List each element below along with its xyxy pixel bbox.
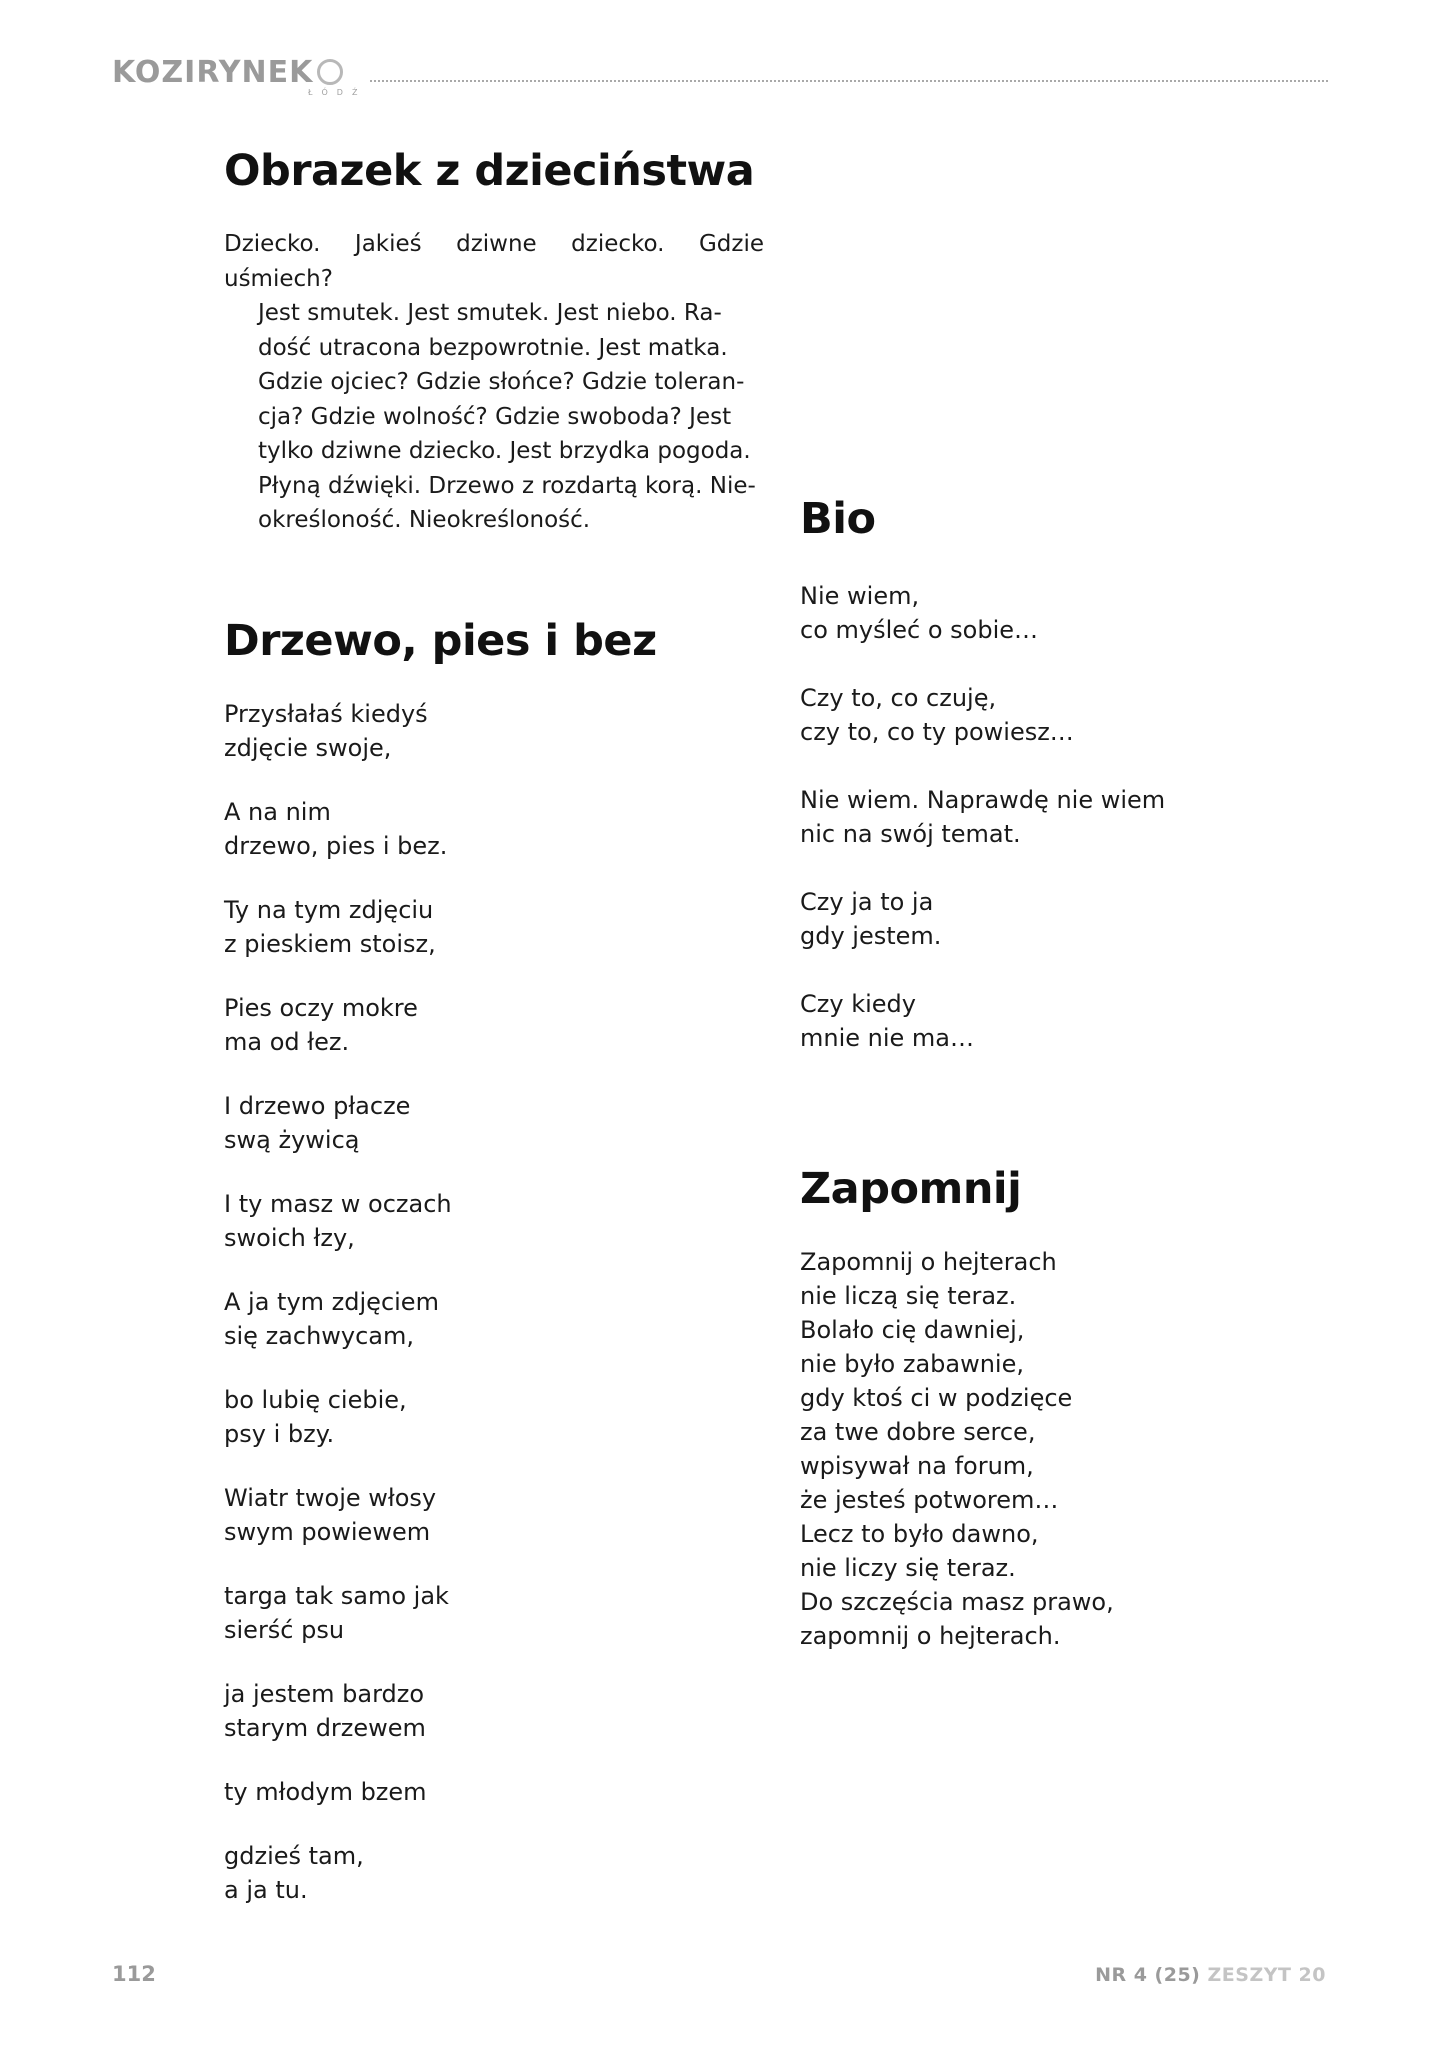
poem-line: za twe dobre serce, (800, 1418, 1036, 1446)
logo-text: KOZIRYNEK (112, 55, 314, 90)
poem-obrazek (224, 145, 764, 538)
poem-title: Zapomnij (800, 1164, 1022, 1214)
poem-line: Czy to, co czuję, (800, 684, 997, 712)
stanza (800, 885, 1280, 953)
poem-line: nie liczy się teraz. (800, 1554, 1016, 1582)
stanza (224, 1775, 764, 1809)
stanza (224, 1383, 764, 1451)
stanza (224, 893, 764, 961)
poem-line: ty młodym bzem (224, 1778, 427, 1806)
poem-line: Lecz to było dawno, (800, 1520, 1039, 1548)
stanza (224, 1089, 764, 1157)
poem-line: ma od łez. (224, 1028, 350, 1056)
stanza (224, 1187, 764, 1255)
poem-line: zdjęcie swoje, (224, 734, 392, 762)
poem-line: A na nim (224, 798, 331, 826)
stanza (800, 987, 1280, 1055)
stanza (800, 783, 1280, 851)
poem-line: ja jestem bardzo (224, 1680, 425, 1708)
poem-line: Przysłałaś kiedyś (224, 700, 428, 728)
poem-line: targa tak samo jak (224, 1582, 449, 1610)
poem-line: psy i bzy. (224, 1420, 335, 1448)
poem-line: gdy ktoś ci w podzięce (800, 1384, 1073, 1412)
poem-bio (800, 493, 1280, 1055)
poem-line: się zachwycam, (224, 1322, 415, 1350)
booklet-number: ZESZYT 20 (1207, 1964, 1326, 1986)
page-header (112, 52, 1328, 102)
page-number: 112 (112, 1962, 156, 1986)
poem-line: Nie wiem, (800, 582, 920, 610)
poem-line: a ja tu. (224, 1876, 308, 1904)
poem-line: Bolało cię dawniej, (800, 1316, 1025, 1344)
poem-line: mnie nie ma… (800, 1024, 975, 1052)
poem-title: Drzewo, pies i bez (224, 616, 657, 666)
poem-line: Gdzie ojciec? Gdzie słońce? Gdzie toleran- (258, 369, 745, 395)
poem-line: cja? Gdzie wolność? Gdzie swoboda? Jest (258, 403, 732, 430)
header-dotted-rule (370, 80, 1328, 82)
poem-line: swoich łzy, (224, 1224, 355, 1252)
poem-line: z pieskiem stoisz, (224, 930, 436, 958)
poem-line: nic na swój temat. (800, 820, 1021, 848)
stanza (224, 795, 764, 863)
stanza (224, 1579, 764, 1647)
poem-line: czy to, co ty powiesz… (800, 718, 1074, 746)
poem-body (800, 1245, 1280, 1653)
poem-body (800, 579, 1280, 1055)
poem-line: określoność. Nieokreśloność. (258, 507, 591, 533)
poem-line: tylko dziwne dziecko. Jest brzydka pogoda. (258, 438, 751, 464)
poem-title: Obrazek z dzieciństwa (224, 146, 755, 196)
poem-line: Jest smutek. Jest smutek. Jest niebo. Ra- (258, 300, 722, 326)
poem-line: Pies oczy mokre (224, 994, 418, 1022)
poem-line: drzewo, pies i bez. (224, 832, 448, 860)
poem-line: Nie wiem. Naprawdę nie wiem (800, 786, 1166, 814)
poem-title: Bio (800, 494, 876, 544)
poem-line: Czy kiedy (800, 990, 916, 1018)
poem-line: wpisywał na forum, (800, 1452, 1034, 1480)
poem-drzewo (224, 615, 764, 1907)
poem-zapomnij (800, 1163, 1280, 1653)
poem-line: zapomnij o hejterach. (800, 1622, 1061, 1650)
poem-line: nie liczą się teraz. (800, 1282, 1017, 1310)
poem-line: sierść psu (224, 1616, 345, 1644)
poem-line: swą żywicą (224, 1126, 360, 1154)
magazine-logo (112, 56, 343, 90)
stanza (224, 1481, 764, 1549)
poem-body (224, 697, 764, 1907)
poem-line: co myśleć o sobie… (800, 616, 1039, 644)
poem-line: Do szczęścia masz prawo, (800, 1588, 1114, 1616)
poem-line: gdzieś tam, (224, 1842, 364, 1870)
stanza (800, 579, 1280, 647)
poem-line: Ty na tym zdjęciu (224, 896, 434, 924)
stanza (224, 1677, 764, 1745)
issue-number: NR 4 (25) (1095, 1964, 1201, 1986)
issue-label (1095, 1964, 1326, 1986)
poem-line: nie było zabawnie, (800, 1350, 1024, 1378)
poem-line: Czy ja to ja (800, 888, 934, 916)
poem-line: starym drzewem (224, 1714, 426, 1742)
gear-icon (317, 59, 343, 85)
poem-line: gdy jestem. (800, 922, 942, 950)
stanza (224, 1839, 764, 1907)
poem-line: Wiatr twoje włosy (224, 1484, 437, 1512)
logo-subtitle: ŁÓDŹ (308, 88, 367, 97)
poem-line: swym powiewem (224, 1518, 431, 1546)
poem-body (224, 227, 764, 538)
stanza (800, 681, 1280, 749)
poem-line: bo lubię ciebie, (224, 1386, 407, 1414)
stanza (224, 697, 764, 765)
poem-line: I drzewo płacze (224, 1092, 411, 1120)
poem-line: Płyną dźwięki. Drzewo z rozdartą korą. Nie- (258, 472, 756, 499)
poem-line: dość utracona bezpowrotnie. Jest matka. (258, 334, 728, 361)
poem-line: Dziecko. Jakieś dziwne dziecko. Gdzie uśmiech? (224, 231, 764, 292)
poem-line: że jesteś potworem… (800, 1486, 1059, 1514)
stanza (224, 1285, 764, 1353)
poem-line: Zapomnij o hejterach (800, 1248, 1057, 1276)
stanza (224, 991, 764, 1059)
poem-line: I ty masz w oczach (224, 1190, 452, 1218)
poem-line: A ja tym zdjęciem (224, 1288, 439, 1316)
